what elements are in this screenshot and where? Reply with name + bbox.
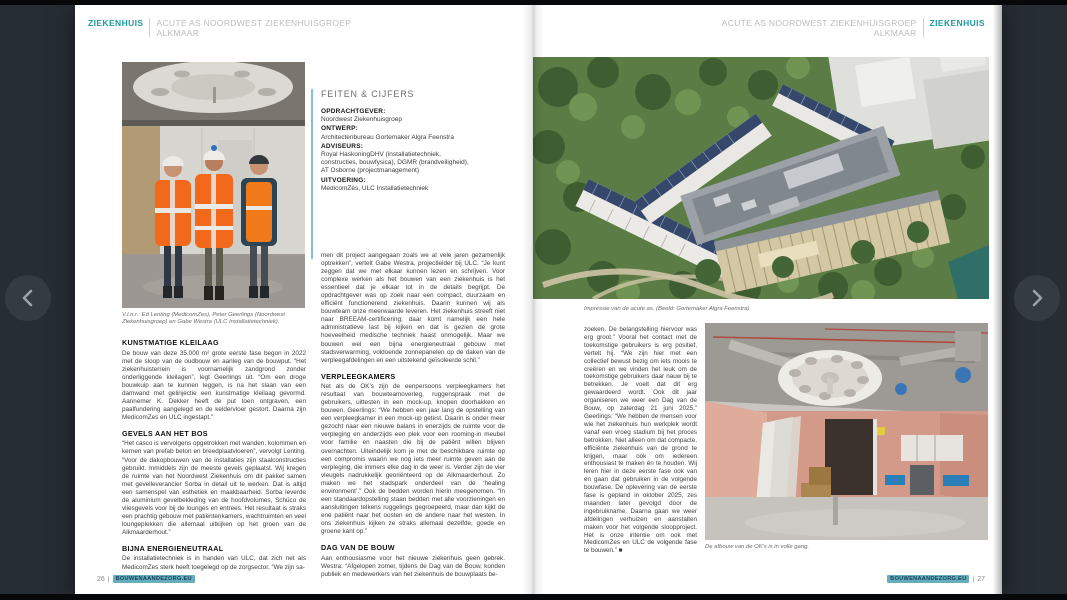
- photo-aerial-render-image: [533, 57, 989, 299]
- photo-team-portrait: [122, 62, 305, 308]
- page-right: [533, 5, 1002, 594]
- right-page-footer: [887, 575, 985, 583]
- facts-value: Architectenbureau Gortemaker Algra Feenstra: [321, 133, 454, 141]
- ok-photo-caption: De afbouw van de OK’s is in volle gang.: [705, 544, 810, 550]
- section-body: Aan enthousiasme voor het nieuwe ziekenhuis geen gebrek. Westra: “Afgelopen zomer, tijdens de Dag van de Bouw, konden publiek en medewerkers van het ziekenhuis de bouwplaats be-: [321, 554, 505, 578]
- page-left: [75, 5, 533, 594]
- article-title-line2: ALKMAAR: [156, 28, 200, 38]
- letterbox-top: [0, 0, 1067, 5]
- section-heading: DAG VAN DE BOUW: [321, 543, 395, 553]
- section-body: Net als de OK’s zijn de eenpersoons verpleegkamers het resultaat van bouwteamoverleg, ruggenspraak met de gebruikers, uittesten in een mock-up, knopen doorhakken en bouwen. Geerlings: “We hebben een jaar lang de opstelling van een verpleegkamer in een mock-up getest. Daarin is onder meer gezocht naar een nieuwe balans in enerzijds de ruimte voor de verpleging en anderzijds een plek voor een rooming-in meubel voor familie en naasten die bij de patiënt willen blijven overnachten. Uiteindelijk kom je met de beschikbare ruimte op een compromis waarin we nog iets meer ruimte geven aan de verpleging, die immers elke dag in de weer is. Verder zijn de vier vleugels nadrukkelijk georiënteerd op de Alkmaarderhout. Zo maken we het stadspark onderdeel van de ‘healing environment’.” Ook de bedden worden hierin meegenomen. “In een standaardopstelling staan bedden met alle voorzieningen en aansluitingen telkens ruggelings gegroepeerd, maar dan kijkt de ene patiënt naar het oosten en de andere naar het westen. In ons ziekenhuis kijken ze straks allemaal dezelfde, goede en groene kant op.”: [321, 383, 505, 535]
- facts-value: Noordwest Ziekenhuisgroep: [321, 116, 402, 124]
- left-page-header: [88, 18, 351, 38]
- section-heading: BIJNA ENERGIENEUTRAAL: [122, 543, 224, 553]
- section-body: De bouw van deze 35.000 m² grote eerste fase begon in 2022 met de sloop van de oudbouw en aanleg van de bouwput. “Het ziekenhuisterrein is voornamelijk zandgrond zonder onderliggende kleilagen”, legt Geerlings uit. “Om een droge bouwkuip aan te kunnen leggen, is na het slaan van een damwand met gelinjectie een kunstmatige kleilaag gevormd. Aannemer K. Dekker heeft de put toen ontgraven, een paalfundering aangelegd en de keldervloer gestort. Daarna zijn MedicomZes en ULC ingestapt.”: [122, 349, 306, 421]
- section-heading: VERPLEEGKAMERS: [321, 371, 396, 381]
- facts-box: [321, 89, 473, 194]
- article-title-line2: ALKMAAR: [873, 28, 917, 38]
- next-page-button[interactable]: [1014, 275, 1060, 321]
- header-divider: [149, 18, 150, 37]
- section-body: zoeken. De belangstelling hiervoor was erg groot.” Vooral het contact met de toekomstige gebruikers is erg positief, vertelt hij. “We zijn hier met een collectief bewust bezig om iets moois te creëren en we vinden het leuk om de toekomstige gebruikers daar nauw bij te betrekken. Je voelt dat dit erg gewaardeerd wordt. Ook dit jaar organiseren we weer een Dag van de Bouw, op zaterdag 21 juni 2025.” Geerlings: “We hebben de mensen voor wie het ziekenhuis hun werkplek wordt vanaf een vroeg stadium bij het proces betrokken. Niet alleen om dat compacte, efficiënte ziekenhuis van de grond te krijgen, maar ook om iedereen enthousiast te maken én te houden. Wij leren hier in deze eerste fase ook van en gaan dat gebruiken in de volgende bouwfase. De oplevering van de eerste fase is gepland in oktober 2025, zes maanden later gevolgd door de ingebruikname. Daarna gaan we weer afdelingen verhuizen en aanstalten maken voor het volgende sloopproject. Het is onze intentie om ook met MedicomZes en ULC de volgende fase te bouwen.” ■: [584, 326, 697, 555]
- article-column-3: [584, 326, 697, 555]
- article-column-1: [122, 338, 306, 572]
- photo-aerial-render: [533, 57, 989, 299]
- article-column-2: [321, 252, 505, 579]
- header-divider: [923, 18, 924, 37]
- photo-ok-room: [705, 323, 988, 540]
- left-page-footer: [97, 575, 195, 583]
- section-body: “Het casco is vervolgens opgetrokken met wanden, kolommen en kernen van prefab beton en breedplaatvloeren”, vervolgt Lenting. “Voor de dakopbouwen van de installaties zijn staalconstructies gebruikt. Inmiddels zijn de meeste gevels geplaatst. Wij kregen de ruimte van het Noordwest Ziekenhuis om dit pakket samen met gevelleverancier Sorba in detail uit te werken. Dat is altijd een samenspel van esthetiek en maakbaarheid. Sorba leverde de aluminium gevelbekleding van de hoofdvolumes, Schüco de vliesgevels voor bij de lounges en entrees. Het resultaat is straks een prachtig gebouw met patiëntenkamers, wachtruimten en veel loungeplekken die allemaal uitkijken op het groen van de Alkmaarderhout.”: [122, 440, 306, 536]
- facts-label: ADVISEURS:: [321, 142, 364, 150]
- facts-accent-rule: [311, 89, 313, 259]
- team-photo-caption: V.l.n.r.: Ed Lenting (MedicomZes), Peter Geerlings (Noordwest Ziekenhuisgroep) en Gabe Westra (ULC Installatietechniek).: [122, 312, 286, 326]
- site-badge: BOUWENAANDEZORG.EU: [887, 575, 969, 583]
- site-badge: BOUWENAANDEZORG.EU: [113, 575, 195, 583]
- article-title: [156, 18, 351, 38]
- facts-label: OPDRACHTGEVER:: [321, 108, 386, 115]
- facts-title: FEITEN & CIJFERS: [321, 89, 415, 99]
- section-label: ZIEKENHUIS: [929, 18, 985, 28]
- page-number: 27: [977, 575, 985, 583]
- letterbox-bottom: [0, 594, 1067, 600]
- chevron-left-icon: [19, 289, 37, 307]
- photo-ok-room-image: [705, 323, 988, 540]
- article-title: [722, 18, 917, 38]
- section-heading: KUNSTMATIGE KLEILAAG: [122, 338, 219, 347]
- previous-page-button[interactable]: [5, 275, 51, 321]
- facts-value: MedicomZes, ULC Installatietechniek: [321, 184, 429, 192]
- facts-label: UITVOERING:: [321, 176, 366, 184]
- chevron-right-icon: [1028, 289, 1046, 307]
- facts-label: ONTWERP:: [321, 125, 358, 133]
- article-title-line1: ACUTE AS NOORDWEST ZIEKENHUISGROEP: [156, 18, 352, 28]
- photo-team-portrait-image: [122, 62, 305, 308]
- section-body: De installatietechniek is in handen van ULC, dat zich net als MedicomZes sterk heeft toegelegd op de zorgsector. “We zijn sa-: [122, 555, 306, 571]
- footer-divider: |: [107, 575, 110, 583]
- article-title-line1: ACUTE AS NOORDWEST ZIEKENHUISGROEP: [721, 18, 917, 28]
- facts-value: Royal HaskoningDHV (installatietechniek, constructies, bouwfysica), DGMR (brandveiligheid), AT Osborne (projectmanagement): [321, 151, 469, 175]
- right-page-header: [722, 18, 985, 38]
- section-heading: GEVELS AAN HET BOS: [122, 428, 208, 438]
- magazine-spread: [75, 5, 1002, 594]
- section-label: ZIEKENHUIS: [88, 18, 144, 28]
- page-edge-shadow: [993, 5, 1002, 594]
- page-number: 26: [97, 575, 105, 583]
- section-body: men dit project aangegaan zoals we al vele jaren gezamenlijk optrekken”, vertelt Gabe Westra, projectleider bij ULC. “Je kunt zeggen dat we met elkaar kunnen lezen en schrijven. Voor complexe werken als het bouwen van een ziekenhuis is het essentieel dat je elkaar tot in de details begrijpt. De opdrachtgever was op zoek naar een compact, duurzaam en efficiënt functionerend ziekenhuis. Daarin kunnen wij als bouwteam onze meerwaarde leveren. Het ziekenhuis streeft niet naar BREEAM-certificering; daar komt namelijk een hele administratieve last bij kijken en dat is gezien de grote hoeveelheid medische techniek haast onmogelijk. Maar we bouwen wel een bijna energieneutraal gebouw met stadsverwarming, voldoende zonnepanelen op de daken van de verpleegafdelingen en een uitstekend geïsoleerde schil.”: [321, 252, 505, 364]
- footer-divider: |: [972, 575, 975, 583]
- aerial-photo-caption: Impressie van de acute as. (Beeld: Gortemaker Algra Feenstra): [584, 306, 750, 312]
